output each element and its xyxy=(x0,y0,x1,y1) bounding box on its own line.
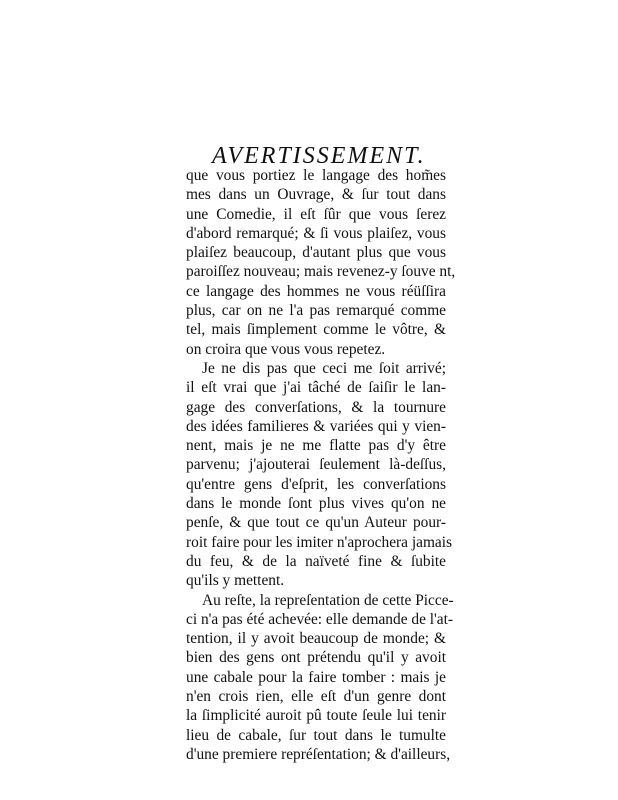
text-line: une cabale pour la faire tomber : mais je xyxy=(186,668,446,686)
text-line: plaiſez beaucoup, d'autant plus que vous xyxy=(186,244,446,262)
text-line: parvenu; j'ajouterai ſeulement là-deſſus, xyxy=(186,456,446,474)
text-line: mes dans un Ouvrage, & ſur tout dans xyxy=(186,186,446,204)
text-line: il eſt vrai que j'ai tâché de ſaiſir le lan- xyxy=(186,379,446,397)
text-line: dans le monde ſont plus vives qu'on ne xyxy=(186,495,446,513)
text-line: tention, il y avoit beaucoup de monde; & xyxy=(186,630,446,648)
text-line: on croira que vous vous repetez. xyxy=(186,340,386,358)
text-line: Je ne dis pas que ceci me ſoit arrivé; xyxy=(202,359,446,377)
paragraph-1 xyxy=(186,166,456,359)
text-line: gage des converſations, & la tournure xyxy=(186,398,446,416)
text-line: paroiſſez nouveau; mais revenez-y ſouve nt, xyxy=(186,263,456,281)
text-line: du feu, & de la naïveté fine & ſubite xyxy=(186,552,446,570)
text-line: ci n'a pas été achevée: elle demande de l'at- xyxy=(186,610,454,628)
text-line: lieu de cabale, ſur tout dans le tumulte xyxy=(186,726,446,744)
text-line: d'une premiere repréſentation; & d'ailleurs, xyxy=(186,745,451,763)
text-line: plus, car on ne l'a pas remarqué comme xyxy=(186,302,446,320)
text-line: ce langage des hommes ne vous réüſſira xyxy=(186,282,446,300)
text-line: qu'ils y mettent. xyxy=(186,572,285,590)
text-line: nent, mais je ne me flatte pas d'y être xyxy=(186,437,446,455)
text-line: qu'entre gens d'eſprit, les converſations xyxy=(186,475,446,493)
text-line: d'abord remarqué; & ſi vous plaiſez, vous xyxy=(186,224,446,242)
text-line: des idées familieres & variées qui y vien- xyxy=(186,417,446,435)
text-line: la ſimplicité auroit pû toute ſeule lui tenir xyxy=(186,707,446,725)
text-line: que vous portiez le langage des hom̃es xyxy=(186,167,446,184)
page-heading: AVERTISSEMENT. xyxy=(212,143,426,169)
text-line: n'en crois rien, elle eſt d'un genre dont xyxy=(186,688,446,706)
paragraph-3 xyxy=(186,591,454,765)
text-line: tel, mais ſimplement comme le vôtre, & xyxy=(186,321,446,339)
text-line: une Comedie, il eſt ſûr que vous ſerez xyxy=(186,205,446,223)
body-text xyxy=(186,166,456,764)
text-line: bien des gens ont prétendu qu'il y avoit xyxy=(186,649,446,667)
text-line: roit faire pour les imiter n'aprochera jamais xyxy=(186,533,453,551)
paragraph-2 xyxy=(186,359,453,591)
text-line: penſe, & que tout ce qu'un Auteur pour- xyxy=(186,514,446,532)
text-line: Au reſte, la repreſentation de cette Picce- xyxy=(202,591,454,609)
